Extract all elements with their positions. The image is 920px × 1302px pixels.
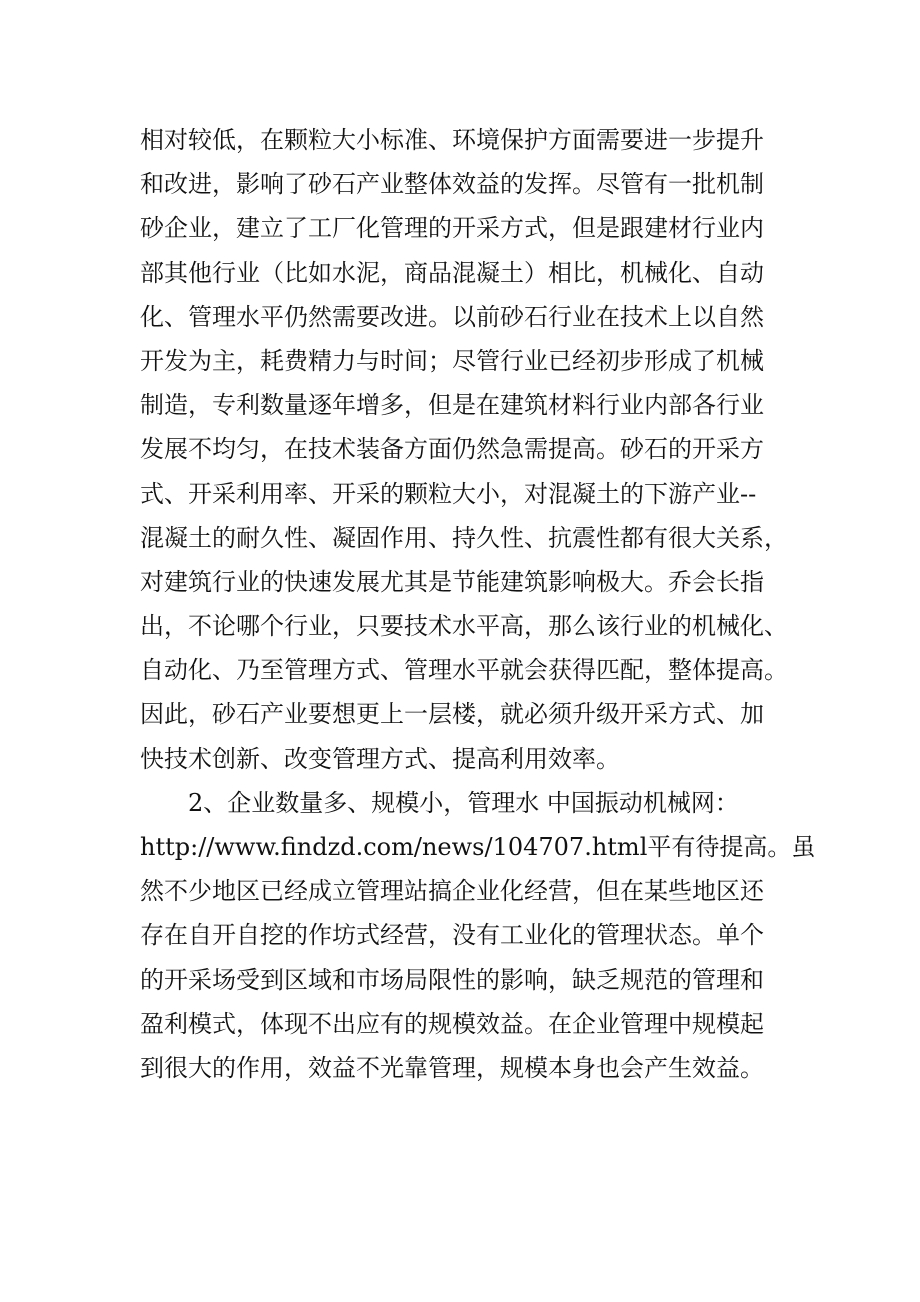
- text-line-indented: 2、企业数量多、规模小，管理水 中国振动机械网：: [188, 788, 739, 817]
- text-line: 和改进，影响了砂石产业整体效益的发挥。尽管有一批机制: [140, 170, 764, 199]
- text-line: 砂企业，建立了工厂化管理的开采方式，但是跟建材行业内: [140, 214, 764, 243]
- text-line: 然不少地区已经成立管理站搞企业化经营，但在某些地区还: [140, 877, 764, 906]
- text-line: 自动化、乃至管理方式、管理水平就会获得匹配，整体提高。: [140, 656, 788, 685]
- text-line: 快技术创新、改变管理方式、提高利用效率。: [140, 744, 620, 773]
- text-line: 盈利模式，体现不出应有的规模效益。在企业管理中规模起: [140, 1009, 764, 1038]
- text-line: 出，不论哪个行业，只要技术水平高，那么该行业的机械化、: [140, 612, 788, 641]
- text-line: 部其他行业（比如水泥，商品混凝土）相比，机械化、自动: [140, 258, 764, 287]
- text-line: 因此，砂石产业要想更上一层楼，就必须升级开采方式、加: [140, 700, 764, 729]
- text-line: 存在自开自挖的作坊式经营，没有工业化的管理状态。单个: [140, 921, 764, 950]
- text-line: 相对较低，在颗粒大小标准、环境保护方面需要进一步提升: [140, 126, 764, 154]
- text-line: 发展不均匀，在技术装备方面仍然急需提高。砂石的开采方: [140, 435, 764, 464]
- text-line: 对建筑行业的快速发展尤其是节能建筑影响极大。乔会长指: [140, 567, 764, 596]
- text-line: 混凝土的耐久性、凝固作用、持久性、抗震性都有很大关系，: [140, 523, 788, 552]
- text-line: 制造，专利数量逐年增多，但是在建筑材料行业内部各行业: [140, 391, 764, 420]
- text-line: 的开采场受到区域和市场局限性的影响，缺乏规范的管理和: [140, 965, 764, 994]
- body-text: [140, 118, 816, 1090]
- text-line: 化、管理水平仍然需要改进。以前砂石行业在技术上以自然: [140, 302, 764, 331]
- text-line-url: http://www.findzd.com/news/104707.html平有待提高。虽: [140, 833, 816, 861]
- text-line: 式、开采利用率、开采的颗粒大小，对混凝土的下游产业--: [140, 479, 757, 508]
- text-line: 到很大的作用，效益不光靠管理，规模本身也会产生效益。: [140, 1053, 764, 1082]
- text-line: 开发为主，耗费精力与时间；尽管行业已经初步形成了机械: [140, 346, 764, 375]
